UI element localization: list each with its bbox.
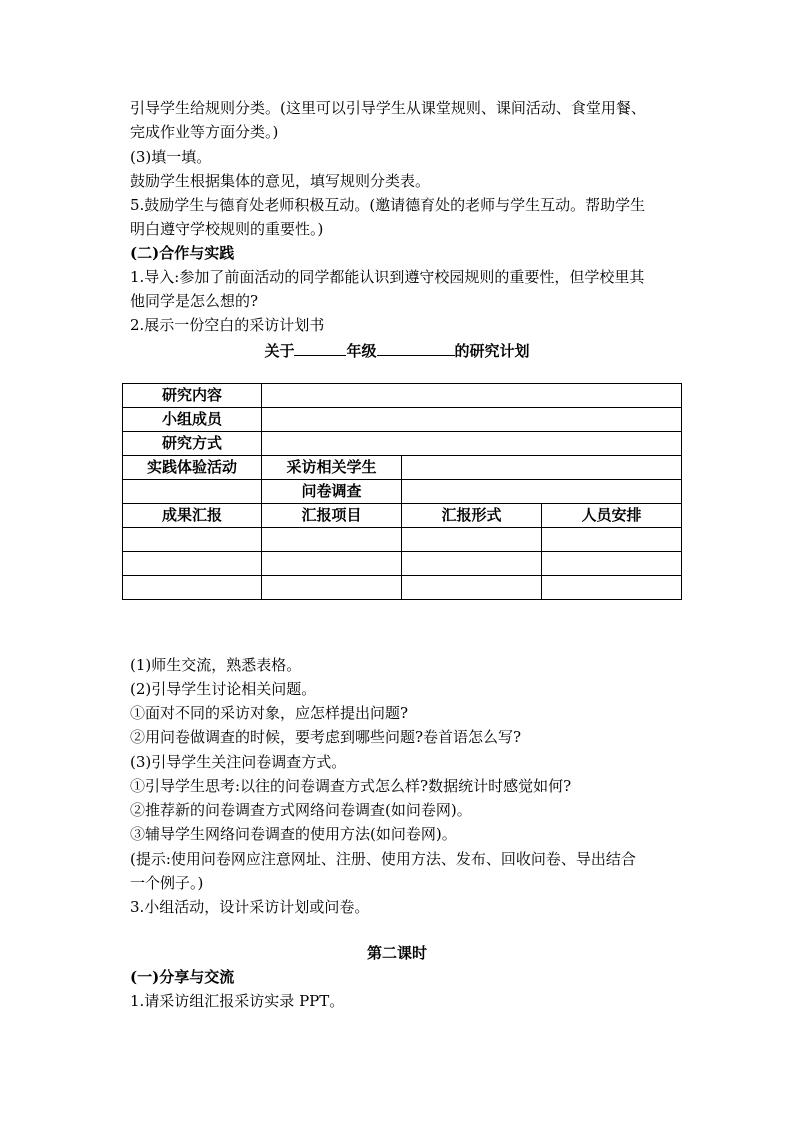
- staff-arrangement-header: 人员安排: [542, 504, 682, 528]
- research-plan-table: [122, 383, 682, 600]
- group-members-cell: [262, 408, 682, 432]
- practice-activity-label: 实践体验活动: [123, 456, 262, 480]
- report-item-header: 汇报项目: [262, 504, 402, 528]
- table-row: [123, 384, 682, 408]
- group-members-label: 小组成员: [123, 408, 262, 432]
- table-cell: [542, 552, 682, 576]
- paragraph-line: (2)引导学生讨论相关问题。: [130, 680, 317, 698]
- paragraph-line: 1.请采访组汇报采访实录 PPT。: [130, 992, 345, 1010]
- paragraph-line: 他同学是怎么想的?: [130, 292, 259, 310]
- table-cell: [402, 528, 542, 552]
- paragraph-line: 1.导入:参加了前面活动的同学都能认识到遵守校园规则的重要性，但学校里其: [130, 268, 645, 286]
- table-cell: [123, 528, 262, 552]
- paragraph-line: (3)填一填。: [130, 148, 212, 166]
- paragraph-line: ③辅导学生网络问卷调查的使用方法(如问卷网)。: [130, 825, 457, 843]
- table-row: [123, 432, 682, 456]
- report-form-header: 汇报形式: [402, 504, 542, 528]
- plan-title-prefix: 关于: [264, 342, 295, 360]
- paragraph-line: (提示:使用问卷网应注意网址、注册、使用方法、发布、回收问卷、导出结合: [130, 850, 636, 868]
- plan-title: [0, 339, 794, 362]
- paragraph-line: 完成作业等方面分类。): [130, 123, 279, 141]
- grade-blank: [294, 339, 346, 356]
- interview-students-label: 采访相关学生: [262, 456, 402, 480]
- table-cell: [262, 528, 402, 552]
- table-cell: [542, 576, 682, 600]
- paragraph-line: 一个例子。): [130, 874, 204, 892]
- table-row: [123, 456, 682, 480]
- table-cell: [542, 528, 682, 552]
- table-row: [123, 504, 682, 528]
- paragraph-line: 明白遵守学校规则的重要性。): [130, 220, 324, 238]
- section-heading: (一)分享与交流: [130, 968, 235, 986]
- paragraph-line: 5.鼓励学生与德育处老师积极互动。(邀请德育处的老师与学生互动。帮助学生: [130, 196, 646, 214]
- questionnaire-cell: [402, 480, 682, 504]
- paragraph-line: ①引导学生思考:以往的问卷调查方式怎么样?数据统计时感觉如何?: [130, 777, 572, 795]
- table-row: [123, 552, 682, 576]
- paragraph-line: 鼓励学生根据集体的意见，填写规则分类表。: [130, 172, 431, 190]
- paragraph-line: 引导学生给规则分类。(这里可以引导学生从课堂规则、课间活动、食堂用餐、: [130, 99, 646, 117]
- paragraph-line: (3)引导学生关注问卷调查方式。: [130, 753, 347, 771]
- paragraph-line: ①面对不同的采访对象，应怎样提出问题?: [130, 704, 409, 722]
- plan-title-suffix: 的研究计划: [454, 342, 530, 360]
- research-content-label: 研究内容: [123, 384, 262, 408]
- table-cell: [123, 480, 262, 504]
- questionnaire-label: 问卷调查: [262, 480, 402, 504]
- section-heading: (二)合作与实践: [130, 244, 235, 262]
- table-cell: [262, 552, 402, 576]
- table-cell: [123, 576, 262, 600]
- table-row: [123, 528, 682, 552]
- paragraph-line: ②用问卷做调查的时候，要考虑到哪些问题?卷首语怎么写?: [130, 728, 522, 746]
- research-method-label: 研究方式: [123, 432, 262, 456]
- table-row: [123, 408, 682, 432]
- paragraph-line: 3.小组活动，设计采访计划或问卷。: [130, 898, 370, 916]
- table-cell: [262, 576, 402, 600]
- table-row: [123, 576, 682, 600]
- topic-blank: [377, 339, 455, 356]
- result-report-label: 成果汇报: [123, 504, 262, 528]
- table-cell: [402, 576, 542, 600]
- lesson-title: 第二课时: [366, 944, 427, 962]
- research-content-cell: [262, 384, 682, 408]
- plan-title-middle: 年级: [346, 342, 377, 360]
- table-cell: [402, 552, 542, 576]
- paragraph-line: (1)师生交流，熟悉表格。: [130, 656, 302, 674]
- paragraph-line: ②推荐新的问卷调查方式网络问卷调查(如问卷网)。: [130, 801, 472, 819]
- interview-students-cell: [402, 456, 682, 480]
- research-method-cell: [262, 432, 682, 456]
- paragraph-line: 2.展示一份空白的采访计划书: [130, 316, 325, 334]
- table-row: [123, 480, 682, 504]
- table-cell: [123, 552, 262, 576]
